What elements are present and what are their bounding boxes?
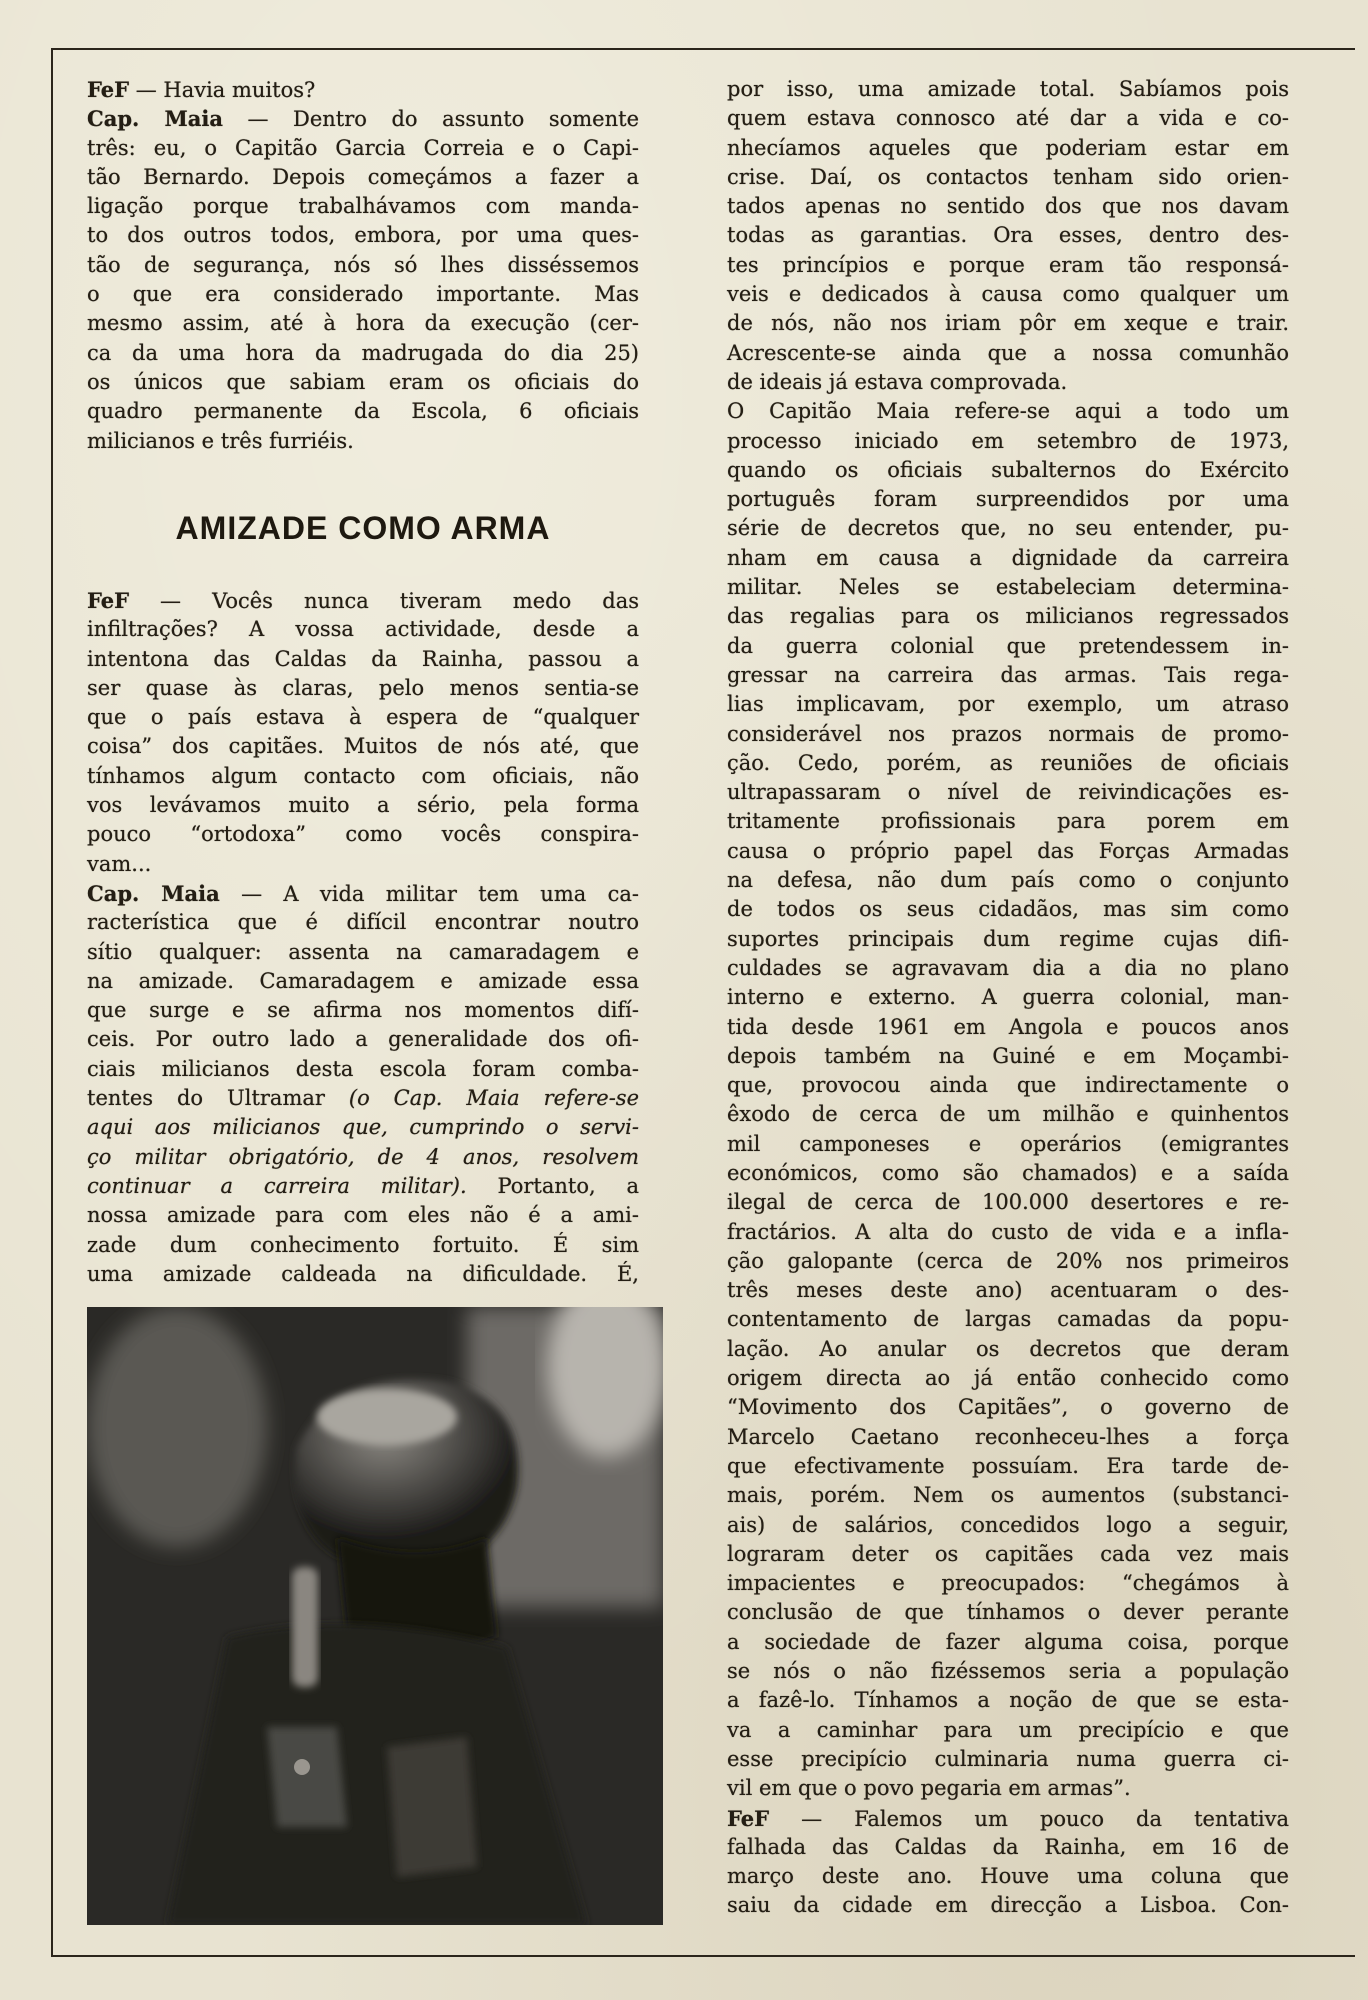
text-segment: tados apenas no sentido dos que nos davam	[727, 194, 1289, 219]
text-line	[727, 1364, 1289, 1393]
text-segment: lação. Ao anular os decretos que deram	[727, 1336, 1289, 1361]
text-line	[87, 879, 639, 908]
text-segment: português foram surpreendidos por uma	[727, 487, 1289, 512]
text-line	[727, 1100, 1289, 1129]
text-segment: uma amizade caldeada na dificuldade. É,	[87, 1261, 639, 1286]
text-line	[87, 1201, 639, 1230]
text-segment: por isso, uma amizade total. Sabíamos pois	[727, 77, 1289, 101]
text-line	[727, 280, 1289, 309]
text-line	[87, 791, 639, 820]
text-line	[87, 1055, 639, 1084]
text-line	[87, 221, 639, 250]
text-segment: impacientes e preocupados: “chegámos à	[727, 1571, 1289, 1596]
text-line	[87, 762, 639, 791]
right-column-text	[727, 75, 1289, 1921]
text-line	[727, 925, 1289, 954]
text-line	[727, 1013, 1289, 1042]
text-line	[87, 75, 639, 104]
text-line	[727, 661, 1289, 690]
text-segment: — A vida militar tem uma ca-	[219, 881, 639, 906]
text-segment: nhecíamos aqueles que poderiam estar em	[727, 135, 1289, 160]
text-line	[87, 1231, 639, 1260]
text-line	[87, 938, 639, 967]
text-line	[727, 1247, 1289, 1276]
text-line	[727, 1305, 1289, 1334]
speaker-label: FeF	[87, 77, 130, 102]
text-line	[727, 983, 1289, 1012]
text-line	[727, 456, 1289, 485]
text-line	[727, 1423, 1289, 1452]
text-line	[727, 1862, 1289, 1891]
text-line	[727, 837, 1289, 866]
speaker-label: Cap. Maia	[87, 106, 223, 132]
text-segment: veis e dedicados à causa como qualquer um	[727, 282, 1289, 307]
text-segment: culdades se agravavam dia a dia no plano	[727, 955, 1289, 980]
left-column-intro	[87, 75, 639, 456]
text-line	[87, 192, 639, 221]
speaker-label: Cap. Maia	[87, 880, 220, 906]
text-line	[727, 1891, 1289, 1920]
text-line	[727, 134, 1289, 163]
text-segment: quem estava connosco até dar a vida e co-	[727, 106, 1289, 131]
text-segment: três meses deste ano) acentuaram o des-	[727, 1278, 1289, 1303]
text-segment: to dos outros todos, embora, por uma ques-	[87, 223, 639, 248]
text-line	[727, 954, 1289, 983]
text-line	[87, 615, 639, 644]
text-line	[87, 280, 639, 309]
text-line	[727, 309, 1289, 338]
text-segment: ção galopante (cerca de 20% nos primeiros	[727, 1248, 1289, 1273]
text-segment: — Dentro do assunto somente	[222, 107, 639, 132]
text-segment: ca da uma hora da madrugada do dia 25)	[87, 340, 639, 365]
text-segment: racterística que é difícil encontrar noutro	[87, 910, 639, 935]
text-segment: o que era considerado importante. Mas	[87, 282, 639, 307]
text-line	[727, 778, 1289, 807]
text-segment: de todos os seus cidadãos, mas sim como	[727, 897, 1289, 922]
text-line	[87, 427, 639, 456]
text-line	[727, 544, 1289, 573]
text-line	[727, 75, 1289, 104]
text-line	[727, 339, 1289, 368]
text-line	[727, 1833, 1289, 1862]
text-segment: na defesa, não dum país como o conjunto	[727, 868, 1289, 893]
text-line	[727, 397, 1289, 426]
text-segment: que, provocou ainda que indirectamente o	[727, 1073, 1289, 1098]
text-line	[727, 1071, 1289, 1100]
italic-note: ço militar obrigatório, de 4 anos, resolvem	[87, 1144, 639, 1169]
text-segment: conclusão de que tínhamos o dever perante	[727, 1600, 1289, 1625]
text-line	[727, 251, 1289, 280]
text-line	[727, 602, 1289, 631]
text-segment: que o país estava à espera de “qualquer	[87, 705, 639, 730]
text-segment: quando os oficiais subalternos do Exército	[727, 457, 1289, 482]
text-line	[727, 163, 1289, 192]
text-line	[727, 485, 1289, 514]
text-segment: O Capitão Maia refere-se aqui a todo um	[727, 399, 1289, 424]
text-segment: ciais milicianos desta escola foram comba-	[87, 1056, 639, 1081]
text-line	[727, 895, 1289, 924]
italic-note: continuar a carreira militar).	[87, 1173, 467, 1198]
text-segment: da guerra colonial que pretendessem in-	[727, 633, 1289, 658]
text-segment: nossa amizade para com eles não é a ami-	[87, 1203, 639, 1228]
text-line	[727, 573, 1289, 602]
text-segment: mesmo assim, até à hora da execução (cer-	[87, 311, 639, 336]
text-segment: ultrapassaram o nível de reivindicações es-	[727, 780, 1289, 805]
italic-note: aqui aos milicianos que, cumprindo o servi-	[87, 1115, 639, 1140]
text-segment: pouco “ortodoxa” como vocês conspira-	[87, 822, 639, 847]
text-line	[87, 1260, 639, 1289]
text-segment: ção. Cedo, porém, as reuniões de oficiais	[727, 750, 1289, 775]
text-line	[87, 251, 639, 280]
text-line	[727, 1686, 1289, 1715]
text-segment: depois também na Guiné e em Moçambi-	[727, 1043, 1289, 1068]
text-segment: ceis. Por outro lado a generalidade dos ofi-	[87, 1027, 639, 1052]
section-heading: AMIZADE COMO ARMA	[175, 510, 551, 546]
text-line	[87, 1025, 639, 1054]
text-segment: lias implicavam, por exemplo, um atraso	[727, 692, 1289, 717]
text-line	[727, 1745, 1289, 1774]
text-line	[727, 1218, 1289, 1247]
text-line	[87, 309, 639, 338]
text-segment: origem directa ao já então conhecido como	[727, 1366, 1289, 1391]
text-segment: processo iniciado em setembro de 1973,	[727, 428, 1289, 453]
text-segment: — Falemos um pouco da tentativa	[769, 1806, 1289, 1831]
text-line	[727, 1393, 1289, 1422]
text-segment: se nós o não fizéssemos seria a população	[727, 1659, 1289, 1684]
text-line	[727, 1452, 1289, 1481]
text-line	[727, 1188, 1289, 1217]
text-segment: gressar na carreira das armas. Tais rega-	[727, 662, 1289, 687]
text-segment: tida desde 1961 em Angola e poucos anos	[727, 1014, 1289, 1039]
text-line	[727, 1335, 1289, 1364]
text-line	[727, 1657, 1289, 1686]
text-segment: esse precipício culminaria numa guerra ci-	[727, 1746, 1289, 1771]
text-segment: económicos, como são chamados) e a saída	[727, 1160, 1289, 1185]
text-line	[87, 397, 639, 426]
text-line	[727, 1481, 1289, 1510]
text-segment: ais) de salários, concedidos logo a seguir,	[727, 1512, 1289, 1537]
text-segment: tão de segurança, nós só lhes disséssemos	[87, 252, 639, 277]
text-segment: tentes do Ultramar	[87, 1086, 349, 1111]
text-segment: vam...	[87, 851, 152, 876]
text-line	[727, 368, 1289, 397]
text-line	[727, 690, 1289, 719]
text-line	[727, 1276, 1289, 1305]
text-segment: infiltrações? A vossa actividade, desde a	[87, 617, 639, 642]
text-line	[727, 720, 1289, 749]
text-line	[727, 1159, 1289, 1188]
text-segment: que efectivamente possuíam. Era tarde de-	[727, 1453, 1289, 1478]
text-line	[87, 820, 639, 849]
text-segment: Marcelo Caetano reconheceu-lhes a força	[727, 1424, 1289, 1449]
text-line	[87, 134, 639, 163]
text-line	[727, 1511, 1289, 1540]
text-segment: de nós, não nos iriam pôr em xeque e trair.	[727, 311, 1289, 336]
text-line	[87, 1143, 639, 1172]
text-line	[727, 632, 1289, 661]
text-line	[87, 850, 639, 879]
text-segment: a fazê-lo. Tínhamos a noção de que se esta-	[727, 1688, 1289, 1713]
text-segment: milicianos e três furriéis.	[87, 428, 354, 453]
text-segment: ilegal de cerca de 100.000 desertores e re-	[727, 1190, 1289, 1215]
text-segment: tínhamos algum contacto com oficiais, não	[87, 763, 639, 788]
text-segment: a sociedade de fazer alguma coisa, porque	[727, 1629, 1289, 1654]
text-line	[727, 1774, 1289, 1803]
text-segment: coisa” dos capitães. Muitos de nós até, que	[87, 734, 639, 759]
text-line	[727, 807, 1289, 836]
text-segment: falhada das Caldas da Rainha, em 16 de	[727, 1834, 1289, 1859]
text-line	[87, 104, 639, 133]
text-segment: vos levávamos muito a sério, pela forma	[87, 793, 639, 818]
text-segment: três: eu, o Capitão Garcia Correia e o Capi-	[87, 135, 639, 160]
text-segment: série de decretos que, no seu entender, pu-	[727, 516, 1289, 541]
text-line	[727, 1628, 1289, 1657]
text-line	[727, 192, 1289, 221]
text-segment: todas as garantias. Ora esses, dentro des-	[727, 223, 1289, 248]
text-line	[87, 908, 639, 937]
text-segment: ligação porque trabalhávamos com manda-	[87, 194, 639, 219]
text-line	[727, 866, 1289, 895]
text-line	[727, 1540, 1289, 1569]
text-line	[87, 1084, 639, 1113]
left-column-interview	[87, 586, 639, 1289]
text-line	[87, 339, 639, 368]
text-line	[727, 1804, 1289, 1833]
text-line	[87, 586, 639, 615]
text-line	[87, 674, 639, 703]
text-line	[727, 1716, 1289, 1745]
text-segment: saiu da cidade em direcção a Lisboa. Con-	[727, 1893, 1289, 1918]
text-segment: causa o próprio papel das Forças Armadas	[727, 838, 1289, 863]
speaker-label: FeF	[87, 588, 130, 613]
text-segment: considerável nos prazos normais de promo-	[727, 721, 1289, 746]
text-segment: Acrescente-se ainda que a nossa comunhão	[727, 340, 1289, 365]
text-line	[727, 1042, 1289, 1071]
text-segment: tes princípios e porque eram tão responsá-	[727, 252, 1289, 277]
text-segment: que surge e se afirma nos momentos difí-	[87, 998, 639, 1023]
text-segment: militar. Neles se estabeleciam determina-	[727, 575, 1289, 600]
text-line	[87, 368, 639, 397]
text-line	[727, 1598, 1289, 1627]
text-line	[87, 1172, 639, 1201]
text-line	[87, 996, 639, 1025]
text-segment: zade dum conhecimento fortuito. É sim	[87, 1232, 639, 1257]
text-segment: nham em causa a dignidade da carreira	[727, 545, 1289, 570]
text-segment: sítio qualquer: assenta na camaradagem e	[87, 939, 639, 964]
text-line	[87, 645, 639, 674]
text-segment: mil camponeses e operários (emigrantes	[727, 1131, 1289, 1156]
text-line	[727, 104, 1289, 133]
text-segment: quadro permanente da Escola, 6 oficiais	[87, 399, 639, 424]
text-segment: suportes principais dum regime cujas difi-	[727, 926, 1289, 951]
text-line	[727, 1569, 1289, 1598]
text-segment: va a caminhar para um precipício e que	[727, 1717, 1289, 1742]
text-segment: interno e externo. A guerra colonial, man-	[727, 985, 1289, 1010]
text-line	[727, 221, 1289, 250]
text-line	[87, 967, 639, 996]
text-line	[727, 514, 1289, 543]
speaker-label: FeF	[727, 1805, 770, 1831]
text-segment: vil em que o povo pegaria em armas”.	[727, 1776, 1131, 1801]
text-line	[727, 749, 1289, 778]
text-segment: março deste ano. Houve uma coluna que	[727, 1864, 1289, 1889]
text-segment: Portanto, a	[466, 1173, 639, 1198]
text-line	[727, 1130, 1289, 1159]
text-segment: tão Bernardo. Depois começámos a fazer a	[87, 164, 639, 189]
text-line	[727, 427, 1289, 456]
text-segment: os únicos que sabiam eram os oficiais do	[87, 369, 639, 394]
text-segment: lograram deter os capitães cada vez mais	[727, 1541, 1289, 1566]
soldier-photo	[87, 1307, 663, 1925]
text-line	[87, 732, 639, 761]
text-segment: das regalias para os milicianos regressados	[727, 604, 1289, 629]
text-segment: — Vocês nunca tiveram medo das	[129, 589, 639, 613]
text-segment: “Movimento dos Capitães”, o governo de	[727, 1395, 1289, 1420]
text-segment: tritamente profissionais para porem em	[727, 809, 1289, 834]
text-segment: crise. Daí, os contactos tenham sido orien-	[727, 164, 1289, 189]
text-line	[87, 703, 639, 732]
text-line	[87, 1113, 639, 1142]
text-segment: ser quase às claras, pelo menos sentia-se	[87, 675, 639, 700]
italic-note: (o Cap. Maia refere-se	[348, 1086, 640, 1111]
text-segment: fractários. A alta do custo de vida e a infla-	[727, 1219, 1289, 1244]
text-segment: na amizade. Camaradagem e amizade essa	[87, 968, 639, 993]
text-line	[87, 163, 639, 192]
text-segment: de ideais já estava comprovada.	[727, 369, 1068, 394]
text-segment: mais, porém. Nem os aumentos (substanci-	[727, 1483, 1289, 1508]
text-segment: intentona das Caldas da Rainha, passou a	[87, 646, 639, 671]
text-segment: êxodo de cerca de um milhão e quinhentos	[727, 1102, 1289, 1127]
text-segment: — Havia muitos?	[129, 78, 316, 102]
text-segment: contentamento de largas camadas da popu-	[727, 1307, 1289, 1332]
